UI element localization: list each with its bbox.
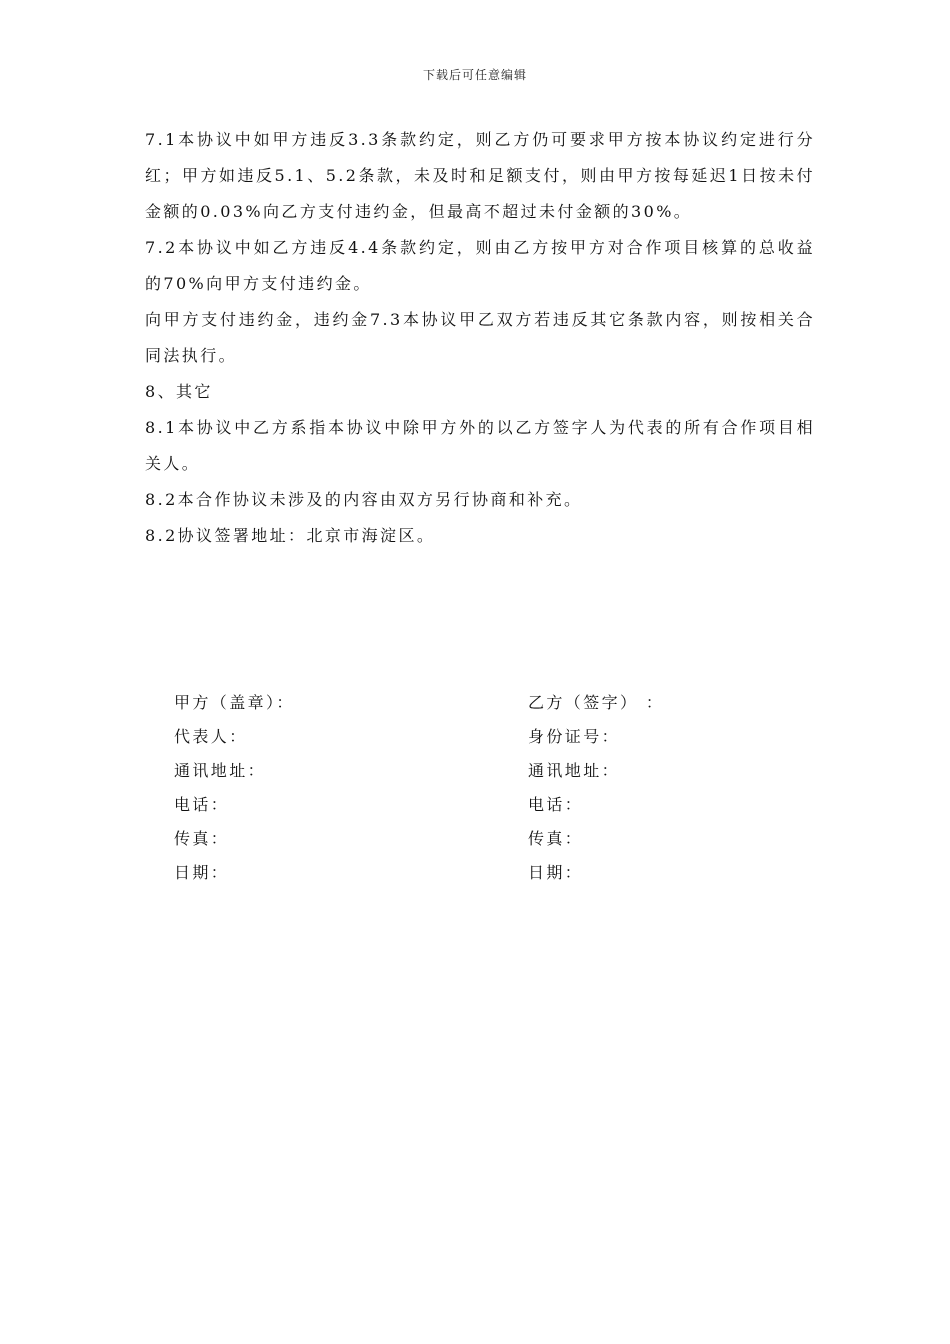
clause-8-1: 8.1本协议中乙方系指本协议中除甲方外的以乙方签字人为代表的所有合作项目相关人。 <box>145 418 815 473</box>
party-a-title: 甲方（盖章）： <box>174 693 295 712</box>
party-b-date: 日期： <box>528 863 584 882</box>
party-a-address: 通讯地址： <box>174 761 267 780</box>
party-b-phone: 电话： <box>528 795 584 814</box>
clause-8-2-address: 8.2协议签署地址：北京市海淀区。 <box>145 526 436 545</box>
party-b-id-number: 身份证号： <box>528 727 621 746</box>
party-a-representative: 代表人： <box>174 727 248 746</box>
header-note: 下载后可任意编辑 <box>422 68 527 82</box>
party-a-signature <box>174 688 295 892</box>
section-8-heading: 8、其它 <box>145 382 213 401</box>
clause-7-3: 向甲方支付违约金，违约金7.3本协议甲乙双方若违反其它条款内容，则按相关合同法执行。 <box>145 310 815 365</box>
party-b-address: 通讯地址： <box>528 761 621 780</box>
party-b-title: 乙方（签字） ： <box>528 693 665 712</box>
clause-7-1: 7.1本协议中如甲方违反3.3条款约定，则乙方仍可要求甲方按本协议约定进行分红；甲方如违反5.1、5.2条款，未及时和足额支付，则由甲方按每延迟1日按未付金额的0.03%向乙方支付违约金，但最高不超过未付金额的30%。 <box>145 130 815 221</box>
party-b-fax: 传真： <box>528 829 584 848</box>
clause-8-2: 8.2本合作协议未涉及的内容由双方另行协商和补充。 <box>145 490 583 509</box>
agreement-body <box>145 122 815 554</box>
party-b-signature <box>528 688 664 892</box>
clause-7-2: 7.2本协议中如乙方违反4.4条款约定，则由乙方按甲方对合作项目核算的总收益的70%向甲方支付违约金。 <box>145 238 815 293</box>
party-a-phone: 电话： <box>174 795 230 814</box>
party-a-fax: 传真： <box>174 829 230 848</box>
party-a-date: 日期： <box>174 863 230 882</box>
